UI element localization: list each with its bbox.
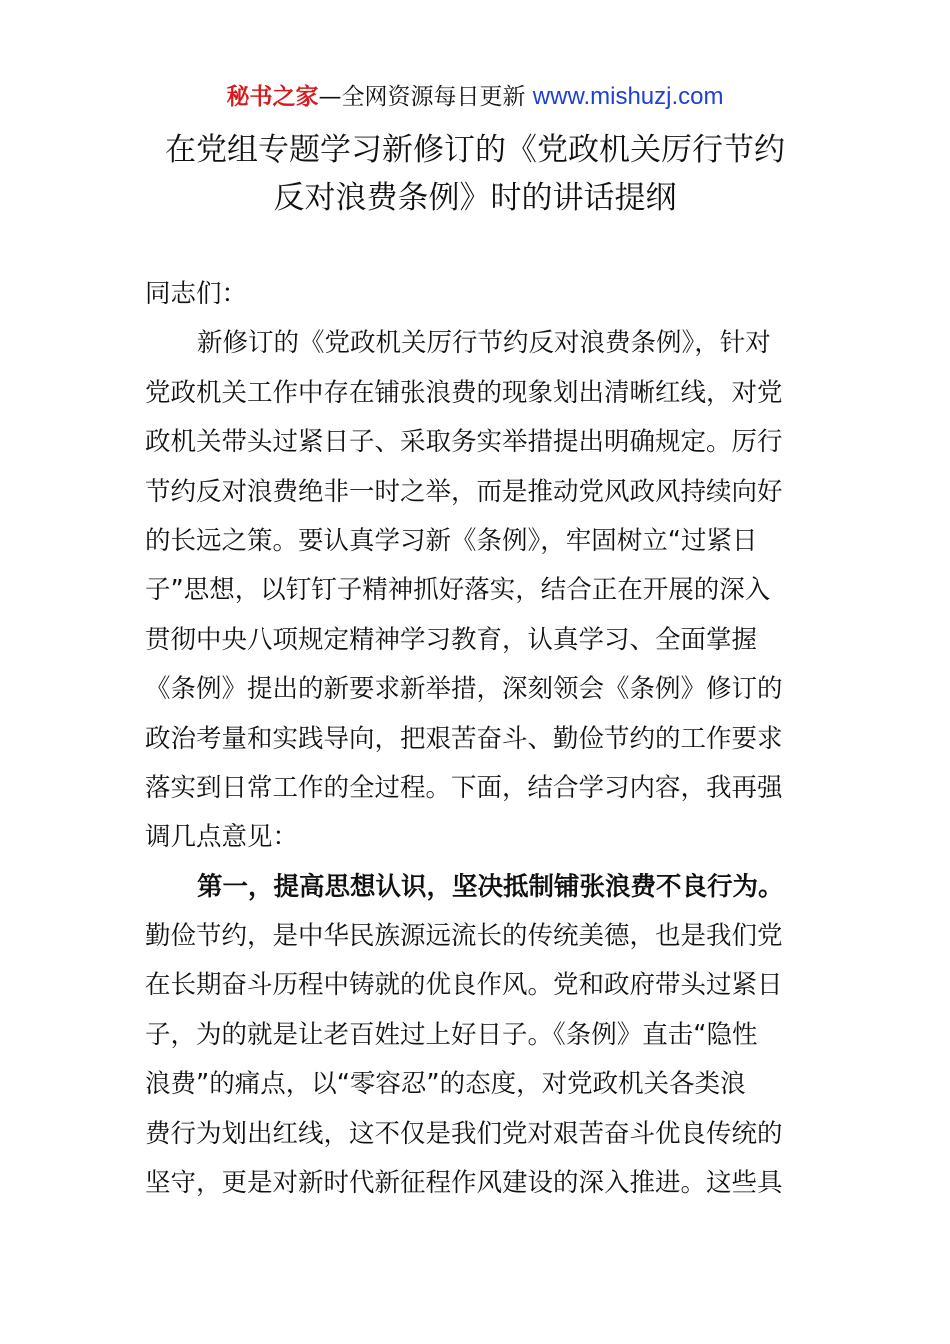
title-line: 在党组专题学习新修订的《党政机关厉行节约 [165,132,785,168]
paragraph-line: 勤俭节约，是中华民族源远流长的传统美德，也是我们党 [145,921,783,952]
document-title [60,126,890,222]
paragraph-line: 子”思想，以钉钉子精神抓好落实，结合正在开展的深入 [145,575,771,606]
paragraph-line: 调几点意见： [145,822,299,853]
paragraph-line: 浪费”的痛点，以“零容忍”的态度，对党政机关各类浪 [145,1069,746,1100]
paragraph-line: 政机关带头过紧日子、采取务实举措提出明确规定。厉行 [145,427,783,458]
brand-name: 秘书之家 [226,84,319,110]
paragraph-line: 贯彻中央八项规定精神学习教育，认真学习、全面掌握 [145,624,758,655]
salutation: 同志们： [145,279,248,309]
paragraph-line: 党政机关工作中存在铺张浪费的现象划出清晰红线，对党 [145,377,783,408]
paragraph-line: 政治考量和实践导向，把艰苦奋斗、勤俭节约的工作要求 [145,723,783,754]
paragraph-line: 的长远之策。要认真学习新《条例》，牢固树立“过紧日 [145,525,758,556]
paragraph-line: 子，为的就是让老百姓过上好日子。《条例》直击“隐性 [145,1019,758,1050]
paragraph-line: 在长期奋斗历程中铸就的优良作风。党和政府带头过紧日 [145,970,783,1001]
banner-slogan: —全网资源每日更新 [318,84,533,110]
site-banner [0,80,950,114]
title-line: 反对浪费条例》时的讲话提纲 [273,180,677,216]
section-heading: 第一，提高思想认识，坚决抵制铺张浪费不良行为。 [197,871,784,902]
paragraph-line: 新修订的《党政机关厉行节约反对浪费条例》，针对 [197,328,771,359]
paragraph-line: 节约反对浪费绝非一时之举，而是推动党风政风持续向好 [145,476,783,507]
paragraph-line: 《条例》提出的新要求新举措，深刻领会《条例》修订的 [145,674,783,705]
document-body [145,270,807,1208]
paragraph-line: 落实到日常工作的全过程。下面，结合学习内容，我再强 [145,772,783,803]
paragraph-line: 费行为划出红线，这不仅是我们党对艰苦奋斗优良传统的 [145,1118,783,1149]
site-url-link[interactable]: www.mishuzj.com [532,83,724,110]
paragraph-line: 坚守，更是对新时代新征程作风建设的深入推进。这些具 [145,1168,783,1199]
